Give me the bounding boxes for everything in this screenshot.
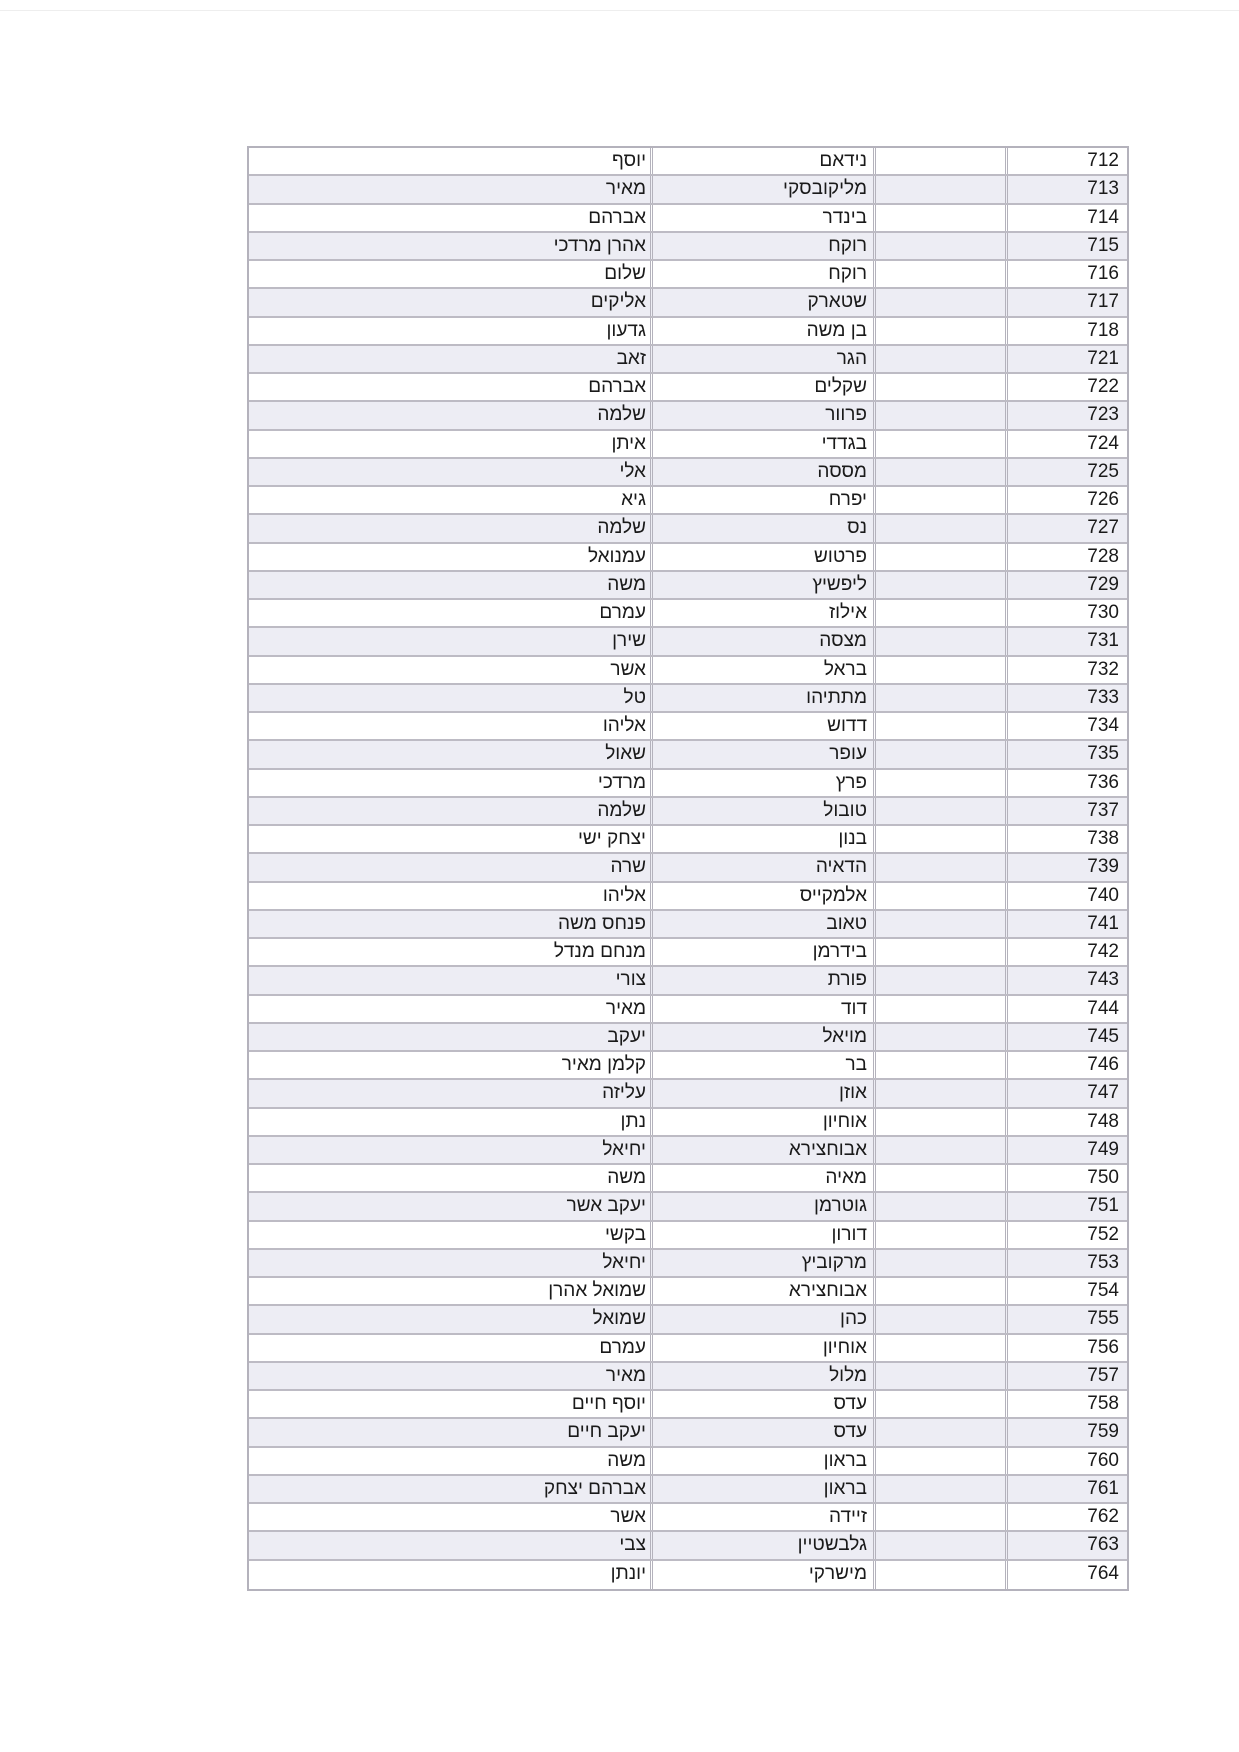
last-name-cell: אבוחצירא xyxy=(653,1137,876,1163)
last-name-cell: טאוב xyxy=(653,911,876,937)
row-number-cell: 744 xyxy=(1087,997,1119,1019)
first-name-cell: אברהם xyxy=(249,374,653,400)
last-name-cell: אלמקייס xyxy=(653,883,876,909)
last-name-cell: בראל xyxy=(653,657,876,683)
empty-cell xyxy=(876,572,1008,598)
empty-cell xyxy=(876,883,1008,909)
row-number-cell: 728 xyxy=(1087,545,1119,567)
last-name-cell: הגר xyxy=(653,346,876,372)
table-row xyxy=(249,628,1127,656)
last-name-cell: כהן xyxy=(653,1306,876,1332)
table-row xyxy=(249,1109,1127,1137)
last-name-cell: רוקח xyxy=(653,233,876,259)
empty-cell xyxy=(876,1165,1008,1191)
table-row xyxy=(249,1419,1127,1447)
empty-cell xyxy=(876,600,1008,626)
table-row xyxy=(249,911,1127,939)
table-row xyxy=(249,657,1127,685)
row-number-cell: 712 xyxy=(1087,150,1119,171)
first-name-cell: עמרם xyxy=(249,1335,653,1361)
table-row xyxy=(249,572,1127,600)
empty-cell xyxy=(876,346,1008,372)
first-name-cell: פנחס משה xyxy=(249,911,653,937)
table-row xyxy=(249,967,1127,995)
empty-cell xyxy=(876,1306,1008,1332)
first-name-cell: שירן xyxy=(249,628,653,654)
last-name-cell: דורון xyxy=(653,1222,876,1248)
empty-cell xyxy=(876,854,1008,880)
empty-cell xyxy=(876,967,1008,993)
table-row xyxy=(249,431,1127,459)
table-row xyxy=(249,1278,1127,1306)
table-row xyxy=(249,1165,1127,1193)
empty-cell xyxy=(876,1504,1008,1530)
row-number-cell: 762 xyxy=(1087,1506,1119,1527)
last-name-cell: בן משה xyxy=(653,318,876,344)
first-name-cell: נתן xyxy=(249,1109,653,1135)
empty-cell xyxy=(876,628,1008,654)
first-name-cell: משה xyxy=(249,1448,653,1474)
first-name-cell: שלמה xyxy=(249,515,653,541)
table-row xyxy=(249,1391,1127,1419)
row-number-cell: 756 xyxy=(1087,1336,1119,1358)
row-number-cell: 731 xyxy=(1087,630,1119,652)
empty-cell xyxy=(876,713,1008,739)
last-name-cell: בר xyxy=(653,1052,876,1078)
first-name-cell: יעקב חיים xyxy=(249,1419,653,1445)
first-name-cell: אברהם xyxy=(249,205,653,231)
first-name-cell: שלום xyxy=(249,261,653,287)
table-row xyxy=(249,770,1127,798)
empty-cell xyxy=(876,459,1008,485)
first-name-cell: יצחק ישי xyxy=(249,826,653,852)
last-name-cell: נס xyxy=(653,515,876,541)
last-name-cell: מאיה xyxy=(653,1165,876,1191)
table-row xyxy=(249,883,1127,911)
first-name-cell: שרה xyxy=(249,854,653,880)
table-row xyxy=(249,515,1127,543)
last-name-cell: גלבשטיין xyxy=(653,1532,876,1558)
empty-cell xyxy=(876,515,1008,541)
last-name-cell: דדוש xyxy=(653,713,876,739)
empty-cell xyxy=(876,996,1008,1022)
first-name-cell: זאב xyxy=(249,346,653,372)
empty-cell xyxy=(876,1532,1008,1558)
first-name-cell: מאיר xyxy=(249,996,653,1022)
last-name-cell: מויאל xyxy=(653,1024,876,1050)
empty-cell xyxy=(876,798,1008,824)
empty-cell xyxy=(876,148,1008,174)
first-name-cell: שלמה xyxy=(249,402,653,428)
empty-cell xyxy=(876,657,1008,683)
table-row xyxy=(249,148,1127,176)
first-name-cell: אשר xyxy=(249,1504,653,1530)
last-name-cell: מליקובסקי xyxy=(653,176,876,202)
table-row xyxy=(249,1222,1127,1250)
row-number-cell: 715 xyxy=(1087,234,1119,256)
empty-cell xyxy=(876,826,1008,852)
row-number-cell: 714 xyxy=(1087,206,1119,228)
table-row xyxy=(249,1476,1127,1504)
last-name-cell: מססה xyxy=(653,459,876,485)
empty-cell xyxy=(876,1335,1008,1361)
table-row xyxy=(249,487,1127,515)
empty-cell xyxy=(876,1448,1008,1474)
first-name-cell: צורי xyxy=(249,967,653,993)
first-name-cell: גיא xyxy=(249,487,653,513)
first-name-cell: יוסף xyxy=(249,148,653,174)
table-row xyxy=(249,402,1127,430)
last-name-cell: גוטרמן xyxy=(653,1193,876,1219)
first-name-cell: יונתן xyxy=(249,1561,653,1589)
empty-cell xyxy=(876,1476,1008,1502)
first-name-cell: יעקב xyxy=(249,1024,653,1050)
row-number-cell: 752 xyxy=(1087,1223,1119,1245)
first-name-cell: משה xyxy=(249,572,653,598)
row-number-cell: 737 xyxy=(1087,799,1119,821)
table-row xyxy=(249,1193,1127,1221)
table-row xyxy=(249,205,1127,233)
last-name-cell: זיידה xyxy=(653,1504,876,1530)
first-name-cell: מרדכי xyxy=(249,770,653,796)
row-number-cell: 743 xyxy=(1087,969,1119,991)
first-name-cell: טל xyxy=(249,685,653,711)
last-name-cell: מישרקי xyxy=(653,1561,876,1589)
row-number-cell: 750 xyxy=(1087,1167,1119,1188)
first-name-cell: עליזה xyxy=(249,1080,653,1106)
first-name-cell: אשר xyxy=(249,657,653,683)
table-row xyxy=(249,1335,1127,1363)
last-name-cell: שטארק xyxy=(653,289,876,315)
empty-cell xyxy=(876,1080,1008,1106)
first-name-cell: אליהו xyxy=(249,713,653,739)
row-number-cell: 723 xyxy=(1087,404,1119,426)
empty-cell xyxy=(876,233,1008,259)
last-name-cell: אילוז xyxy=(653,600,876,626)
empty-cell xyxy=(876,205,1008,231)
first-name-cell: עמנואל xyxy=(249,544,653,570)
table-row xyxy=(249,1363,1127,1391)
first-name-cell: צבי xyxy=(249,1532,653,1558)
last-name-cell: מרקוביץ xyxy=(653,1250,876,1276)
row-number-cell: 718 xyxy=(1087,319,1119,341)
first-name-cell: אהרן מרדכי xyxy=(249,233,653,259)
row-number-cell: 713 xyxy=(1087,178,1119,200)
table-row xyxy=(249,176,1127,204)
empty-cell xyxy=(876,318,1008,344)
table-row xyxy=(249,1504,1127,1532)
row-number-cell: 749 xyxy=(1087,1138,1119,1160)
first-name-cell: משה xyxy=(249,1165,653,1191)
last-name-cell: שקלים xyxy=(653,374,876,400)
table-row xyxy=(249,1561,1127,1589)
table-row xyxy=(249,741,1127,769)
empty-cell xyxy=(876,1278,1008,1304)
names-table xyxy=(247,146,1129,1591)
first-name-cell: יחיאל xyxy=(249,1137,653,1163)
last-name-cell: אוחיון xyxy=(653,1109,876,1135)
last-name-cell: עופר xyxy=(653,741,876,767)
first-name-cell: אברהם יצחק xyxy=(249,1476,653,1502)
row-number-cell: 751 xyxy=(1087,1195,1119,1217)
last-name-cell: אבוחצירא xyxy=(653,1278,876,1304)
page-edge xyxy=(0,10,1239,11)
last-name-cell: טובול xyxy=(653,798,876,824)
row-number-cell: 730 xyxy=(1087,602,1119,623)
table-row xyxy=(249,346,1127,374)
row-number-cell: 734 xyxy=(1087,715,1119,736)
first-name-cell: שמואל xyxy=(249,1306,653,1332)
table-row xyxy=(249,544,1127,572)
last-name-cell: עדס xyxy=(653,1391,876,1417)
table-row xyxy=(249,826,1127,854)
last-name-cell: אוחיון xyxy=(653,1335,876,1361)
table-row xyxy=(249,600,1127,628)
table-row xyxy=(249,1137,1127,1165)
row-number-cell: 748 xyxy=(1087,1110,1119,1132)
row-number-cell: 754 xyxy=(1087,1280,1119,1301)
row-number-cell: 722 xyxy=(1087,376,1119,397)
row-number-cell: 727 xyxy=(1087,517,1119,539)
empty-cell xyxy=(876,685,1008,711)
table-row xyxy=(249,939,1127,967)
row-number-cell: 740 xyxy=(1087,884,1119,906)
last-name-cell: הדאיה xyxy=(653,854,876,880)
row-number-cell: 721 xyxy=(1087,347,1119,369)
empty-cell xyxy=(876,741,1008,767)
row-number-cell: 725 xyxy=(1087,460,1119,482)
last-name-cell: בידרמן xyxy=(653,939,876,965)
row-number-cell: 741 xyxy=(1087,912,1119,934)
last-name-cell: בראון xyxy=(653,1448,876,1474)
first-name-cell: קלמן מאיר xyxy=(249,1052,653,1078)
row-number-cell: 758 xyxy=(1087,1393,1119,1414)
empty-cell xyxy=(876,1193,1008,1219)
row-number-cell: 746 xyxy=(1087,1054,1119,1075)
last-name-cell: מצסה xyxy=(653,628,876,654)
last-name-cell: פרוור xyxy=(653,402,876,428)
empty-cell xyxy=(876,770,1008,796)
row-number-cell: 745 xyxy=(1087,1025,1119,1047)
empty-cell xyxy=(876,487,1008,513)
first-name-cell: גדעון xyxy=(249,318,653,344)
row-number-cell: 726 xyxy=(1087,489,1119,510)
table-row xyxy=(249,1532,1127,1560)
table-row xyxy=(249,1052,1127,1080)
row-number-cell: 742 xyxy=(1087,941,1119,962)
table-row xyxy=(249,1250,1127,1278)
table-row xyxy=(249,289,1127,317)
empty-cell xyxy=(876,1250,1008,1276)
first-name-cell: שמואל אהרן xyxy=(249,1278,653,1304)
empty-cell xyxy=(876,289,1008,315)
empty-cell xyxy=(876,911,1008,937)
empty-cell xyxy=(876,1222,1008,1248)
table-row xyxy=(249,374,1127,402)
table-row xyxy=(249,996,1127,1024)
first-name-cell: איתן xyxy=(249,431,653,457)
table-row xyxy=(249,1448,1127,1476)
table-row xyxy=(249,1024,1127,1052)
first-name-cell: מאיר xyxy=(249,1363,653,1389)
table-row xyxy=(249,854,1127,882)
first-name-cell: יעקב אשר xyxy=(249,1193,653,1219)
first-name-cell: אליהו xyxy=(249,883,653,909)
last-name-cell: עדס xyxy=(653,1419,876,1445)
last-name-cell: בראון xyxy=(653,1476,876,1502)
row-number-cell: 735 xyxy=(1087,743,1119,765)
row-number-cell: 729 xyxy=(1087,573,1119,595)
last-name-cell: בינדר xyxy=(653,205,876,231)
first-name-cell: מנחם מנדל xyxy=(249,939,653,965)
empty-cell xyxy=(876,431,1008,457)
empty-cell xyxy=(876,1024,1008,1050)
table-row xyxy=(249,798,1127,826)
first-name-cell: שאול xyxy=(249,741,653,767)
table-row xyxy=(249,685,1127,713)
row-number-cell: 717 xyxy=(1087,291,1119,313)
last-name-cell: פורת xyxy=(653,967,876,993)
last-name-cell: מלול xyxy=(653,1363,876,1389)
row-number-cell: 736 xyxy=(1087,771,1119,793)
empty-cell xyxy=(876,261,1008,287)
empty-cell xyxy=(876,1419,1008,1445)
empty-cell xyxy=(876,939,1008,965)
empty-cell xyxy=(876,1109,1008,1135)
empty-cell xyxy=(876,1391,1008,1417)
first-name-cell: עמרם xyxy=(249,600,653,626)
last-name-cell: יפרח xyxy=(653,487,876,513)
table-row xyxy=(249,1306,1127,1334)
empty-cell xyxy=(876,1561,1008,1589)
last-name-cell: דוד xyxy=(653,996,876,1022)
first-name-cell: שלמה xyxy=(249,798,653,824)
row-number-cell: 759 xyxy=(1087,1421,1119,1443)
last-name-cell: נידאם xyxy=(653,148,876,174)
row-number-cell: 739 xyxy=(1087,856,1119,878)
row-number-cell: 764 xyxy=(1087,1562,1119,1584)
table-row xyxy=(249,459,1127,487)
row-number-cell: 760 xyxy=(1087,1449,1119,1471)
first-name-cell: אליקים xyxy=(249,289,653,315)
table-row xyxy=(249,1080,1127,1108)
row-number-cell: 716 xyxy=(1087,263,1119,284)
last-name-cell: אוזן xyxy=(653,1080,876,1106)
last-name-cell: פרטוש xyxy=(653,544,876,570)
empty-cell xyxy=(876,176,1008,202)
last-name-cell: בנון xyxy=(653,826,876,852)
first-name-cell: יוסף חיים xyxy=(249,1391,653,1417)
table-row xyxy=(249,713,1127,741)
last-name-cell: בגדדי xyxy=(653,431,876,457)
table-row xyxy=(249,261,1127,289)
row-number-cell: 755 xyxy=(1087,1308,1119,1330)
first-name-cell: אלי xyxy=(249,459,653,485)
empty-cell xyxy=(876,374,1008,400)
last-name-cell: מתתיהו xyxy=(653,685,876,711)
row-number-cell: 763 xyxy=(1087,1534,1119,1556)
row-number-cell: 757 xyxy=(1087,1364,1119,1386)
row-number-cell: 724 xyxy=(1087,432,1119,454)
first-name-cell: יחיאל xyxy=(249,1250,653,1276)
row-number-cell: 761 xyxy=(1087,1477,1119,1499)
last-name-cell: ליפשיץ xyxy=(653,572,876,598)
table-row xyxy=(249,318,1127,346)
empty-cell xyxy=(876,1052,1008,1078)
empty-cell xyxy=(876,1363,1008,1389)
last-name-cell: פרץ xyxy=(653,770,876,796)
first-name-cell: בקשי xyxy=(249,1222,653,1248)
first-name-cell: מאיר xyxy=(249,176,653,202)
empty-cell xyxy=(876,402,1008,428)
empty-cell xyxy=(876,1137,1008,1163)
empty-cell xyxy=(876,544,1008,570)
row-number-cell: 747 xyxy=(1087,1082,1119,1104)
row-number-cell: 732 xyxy=(1087,658,1119,680)
table-row xyxy=(249,233,1127,261)
row-number-cell: 753 xyxy=(1087,1251,1119,1273)
row-number-cell: 738 xyxy=(1087,828,1119,849)
row-number-cell: 733 xyxy=(1087,686,1119,708)
last-name-cell: רוקח xyxy=(653,261,876,287)
